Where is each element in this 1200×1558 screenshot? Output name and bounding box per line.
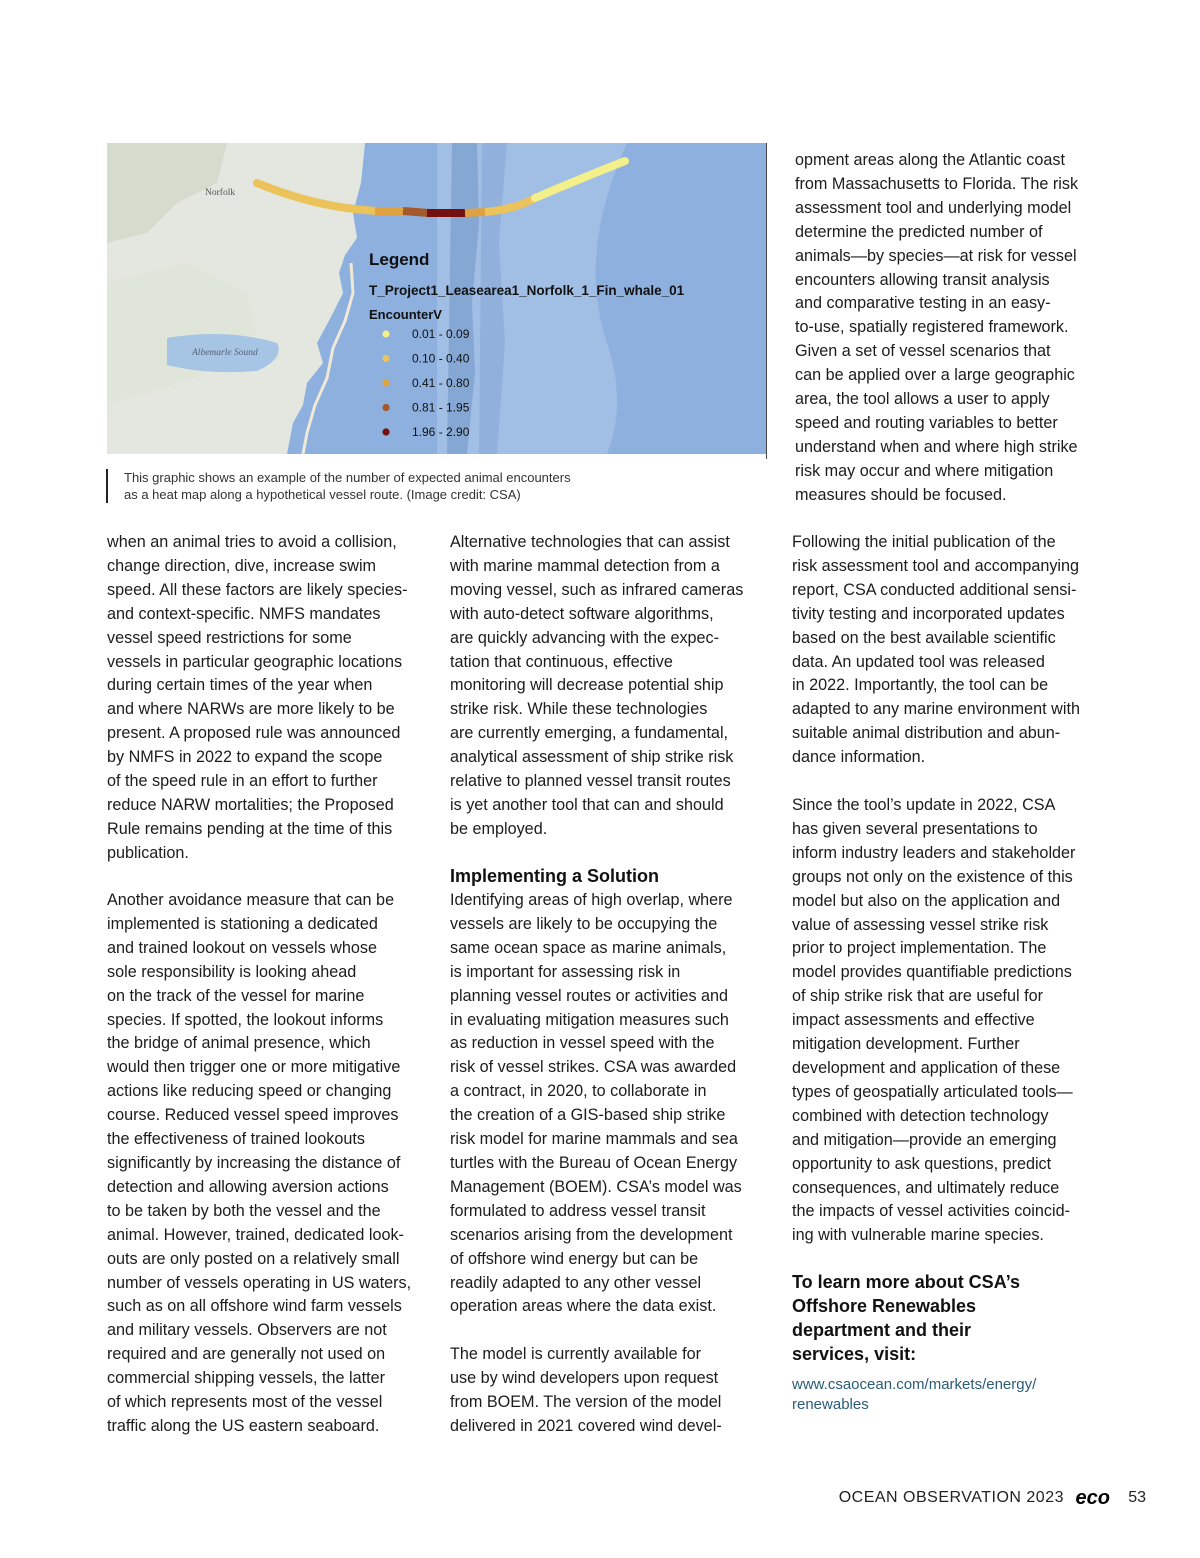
legend-field-name: EncounterV — [369, 307, 442, 322]
text-line: commercial shipping vessels, the latter — [107, 1369, 386, 1388]
text-line: types of geospatially articulated tools— — [792, 1082, 1073, 1101]
text-line: and where NARWs are more likely to be — [107, 700, 395, 719]
text-line: tivity testing and incorporated updates — [792, 604, 1065, 623]
text-line: tation that continuous, effective — [450, 652, 673, 671]
legend-class-label: 0.01 - 0.09 — [412, 327, 470, 341]
text-line: the effectiveness of trained lookouts — [107, 1130, 365, 1149]
legend-layer-name: T_Project1_Leasearea1_Norfolk_1_Fin_whale_01 — [369, 283, 685, 298]
legend-swatch — [382, 379, 389, 386]
text-line: consequences, and ultimately reduce — [792, 1178, 1060, 1197]
text-line: dance information. — [792, 748, 926, 767]
text-line: a contract, in 2020, to collaborate in — [450, 1082, 707, 1101]
cta-line: To learn more about CSA’s — [792, 1272, 1021, 1292]
text-line: is important for assessing risk in — [450, 962, 681, 981]
text-line: reduce NARW mortalities; the Proposed — [107, 795, 394, 814]
text-line: of which represents most of the vessel — [107, 1393, 383, 1412]
text-line: from BOEM. The version of the model — [450, 1392, 722, 1411]
text-line: when an animal tries to avoid a collision, — [107, 533, 397, 551]
legend-class-label: 1.96 - 2.90 — [412, 425, 470, 439]
text-line: risk assessment tool and accompanying — [792, 556, 1080, 575]
link-line[interactable]: renewables — [792, 1396, 869, 1413]
caption-line: This graphic shows an example of the number of expected animal encounters — [124, 470, 571, 485]
text-line: would then trigger one or more mitigative — [107, 1058, 401, 1077]
text-line: Management (BOEM). CSA’s model was — [450, 1177, 742, 1196]
text-line: with auto-detect software algorithms, — [450, 604, 714, 623]
figure-caption — [106, 469, 684, 503]
text-line: on the track of the vessel for marine — [107, 986, 365, 1005]
text-line: ing with vulnerable marine species. — [792, 1226, 1044, 1245]
text-line: assessment tool and underlying model — [795, 198, 1072, 217]
text-line: sole responsibility is looking ahead — [107, 962, 357, 981]
text-line: use by wind developers upon request — [450, 1368, 719, 1387]
text-line: has given several presentations to — [792, 819, 1038, 838]
text-line: turtles with the Bureau of Ocean Energy — [450, 1153, 738, 1172]
text-line: Since the tool’s update in 2022, CSA — [792, 796, 1056, 814]
text-line: mitigation development. Further — [792, 1035, 1020, 1054]
text-line: strike risk. While these technologies — [450, 700, 708, 719]
text-line: be employed. — [450, 819, 548, 838]
text-line: animal. However, trained, dedicated look- — [107, 1225, 404, 1244]
text-line: number of vessels operating in US waters, — [107, 1273, 412, 1292]
text-line: vessels in particular geographic locations — [107, 652, 403, 671]
text-line: with marine mammal detection from a — [450, 556, 720, 575]
text-line: data. An updated tool was released — [792, 652, 1045, 671]
text-line: risk may occur and where mitigation — [795, 461, 1054, 480]
text-line: model provides quantifiable predictions — [792, 963, 1072, 982]
col3-paragraph-2 — [792, 794, 1075, 1248]
legend-swatch — [382, 404, 389, 411]
section-heading: Implementing a Solution — [450, 866, 660, 886]
text-line: traffic along the US eastern seaboard. — [107, 1416, 380, 1435]
publication-title: OCEAN OBSERVATION 2023 — [838, 1489, 1064, 1506]
text-line: impact assessments and effective — [792, 1011, 1035, 1030]
text-line: moving vessel, such as infrared cameras — [450, 580, 744, 599]
text-line: during certain times of the year when — [107, 676, 373, 695]
text-line: area, the tool allows a user to apply — [795, 390, 1050, 409]
text-line: combined with detection technology — [792, 1106, 1049, 1125]
text-line: report, CSA conducted additional sensi- — [792, 580, 1077, 599]
text-line: and trained lookout on vessels whose — [107, 938, 377, 957]
text-line: prior to project implementation. The — [792, 939, 1047, 958]
text-line: Alternative technologies that can assist — [450, 533, 730, 551]
route-segment-high — [403, 211, 429, 213]
text-line: is yet another tool that can and should — [450, 795, 724, 814]
text-line: significantly by increasing the distance of — [107, 1153, 401, 1172]
col1-paragraph-1 — [107, 531, 408, 866]
text-line: model but also on the application and — [792, 891, 1061, 910]
text-line: are quickly advancing with the expec- — [450, 628, 720, 647]
text-line: delivered in 2021 covered wind devel- — [450, 1416, 722, 1435]
text-line: of ship strike risk that are useful for — [792, 987, 1044, 1006]
text-line: based on the best available scientific — [792, 628, 1056, 647]
text-line: analytical assessment of ship strike risk — [450, 748, 734, 767]
text-line: publication. — [107, 843, 189, 862]
text-line: in evaluating mitigation measures such — [450, 1010, 729, 1029]
col2-paragraph-3 — [450, 1343, 722, 1439]
text-line: and military vessels. Observers are not — [107, 1321, 387, 1340]
text-line: inform industry leaders and stakeholder — [792, 843, 1076, 862]
route-segment-mid-2 — [465, 212, 487, 213]
text-line: and context-specific. NMFS mandates — [107, 604, 381, 623]
map-figure — [107, 143, 766, 454]
text-line: outs are only posted on a relatively small — [107, 1249, 400, 1268]
col2-paragraph-2 — [450, 889, 742, 1319]
text-line: the impacts of vessel activities coincid- — [792, 1202, 1070, 1221]
link-line[interactable]: www.csaocean.com/markets/energy/ — [792, 1376, 1037, 1393]
text-line: adapted to any marine environment with — [792, 700, 1080, 719]
text-line: change direction, dive, increase swim — [107, 556, 377, 575]
col3-paragraph-1 — [792, 531, 1080, 770]
text-line: speed. All these factors are likely species- — [107, 580, 408, 599]
text-line: such as on all offshore wind farm vessels — [107, 1297, 402, 1316]
col1-paragraph-2 — [107, 889, 411, 1439]
legend-swatch — [382, 355, 389, 362]
eco-logo: eco — [1075, 1487, 1110, 1509]
page-number: 53 — [1128, 1489, 1146, 1506]
text-line: planning vessel routes or activities and — [450, 986, 729, 1005]
text-line: Given a set of vessel scenarios that — [795, 342, 1051, 361]
legend-class-label: 0.41 - 0.80 — [412, 376, 470, 390]
text-line: by NMFS in 2022 to expand the scope — [107, 748, 383, 767]
text-line: the creation of a GIS-based ship strike — [450, 1106, 726, 1125]
text-line: to-use, spatially registered framework. — [795, 318, 1069, 337]
text-line: Identifying areas of high overlap, where — [450, 891, 733, 909]
text-line: implemented is stationing a dedicated — [107, 914, 378, 933]
text-line: to be taken by both the vessel and the — [107, 1201, 381, 1220]
text-line: and comparative testing in an easy- — [795, 294, 1051, 313]
text-line: measures should be focused. — [795, 485, 1007, 504]
text-line: relative to planned vessel transit routes — [450, 772, 731, 791]
text-line: opment areas along the Atlantic coast — [795, 151, 1065, 169]
map-graphic — [107, 143, 766, 454]
text-line: in 2022. Importantly, the tool can be — [792, 676, 1049, 695]
legend-class-label: 0.10 - 0.40 — [412, 351, 470, 366]
text-line: are currently emerging, a fundamental, — [450, 724, 729, 743]
map-label-albemarle-sound: Albemarle Sound — [192, 348, 258, 358]
text-line: and mitigation—provide an emerging — [792, 1130, 1057, 1149]
text-line: of the speed rule in an effort to further — [107, 772, 378, 791]
legend-swatch — [382, 330, 389, 337]
map-label-norfolk: Norfolk — [205, 188, 236, 198]
legend-swatch — [382, 428, 389, 435]
text-line: vessels are likely to be occupying the — [450, 914, 718, 933]
text-line: present. A proposed rule was announced — [107, 724, 401, 743]
cta-line: services, visit: — [792, 1344, 917, 1364]
text-line: groups not only on the existence of this — [792, 867, 1073, 886]
text-line: The model is currently available for — [450, 1345, 702, 1363]
cta-heading — [792, 1270, 1020, 1366]
text-line: determine the predicted number of — [795, 222, 1043, 241]
text-line: formulated to address vessel transit — [450, 1201, 706, 1220]
text-line: required and are generally not used on — [107, 1345, 386, 1364]
text-line: understand when and where high strike — [795, 437, 1078, 456]
text-line: readily adapted to any other vessel — [450, 1273, 702, 1292]
text-line: as reduction in vessel speed with the — [450, 1034, 715, 1053]
text-line: the bridge of animal presence, which — [107, 1034, 371, 1053]
text-line: actions like reducing speed or changing — [107, 1082, 392, 1101]
cta-line: department and their — [792, 1320, 972, 1340]
text-line: speed and routing variables to better — [795, 413, 1058, 432]
text-line: species. If spotted, the lookout informs — [107, 1010, 384, 1029]
text-line: operation areas where the data exist. — [450, 1297, 717, 1316]
text-line: vessel speed restrictions for some — [107, 628, 352, 647]
text-line: risk of vessel strikes. CSA was awarded — [450, 1058, 737, 1077]
legend-class-label: 0.81 - 1.95 — [412, 400, 470, 415]
text-line: monitoring will decrease potential ship — [450, 676, 724, 695]
text-line: opportunity to ask questions, predict — [792, 1154, 1052, 1173]
text-line: Following the initial publication of the — [792, 533, 1056, 551]
cta-line: Offshore Renewables — [792, 1296, 977, 1316]
text-line: can be applied over a large geographic — [795, 366, 1075, 385]
text-line: Rule remains pending at the time of this — [107, 819, 393, 838]
text-line: encounters allowing transit analysis — [795, 270, 1050, 289]
caption-line: as a heat map along a hypothetical vessel route. (Image credit: CSA) — [124, 487, 521, 502]
website-link[interactable] — [792, 1375, 1036, 1415]
text-line: same ocean space as marine animals, — [450, 938, 727, 957]
page-footer — [800, 1487, 1146, 1511]
text-line: of offshore wind energy but can be — [450, 1249, 699, 1268]
text-line: animals—by species—at risk for vessel — [795, 246, 1077, 265]
text-line: scenarios arising from the development — [450, 1225, 733, 1244]
text-line: development and application of these — [792, 1058, 1061, 1077]
text-line: course. Reduced vessel speed improves — [107, 1106, 399, 1125]
text-line: value of assessing vessel strike risk — [792, 915, 1049, 934]
text-line: Another avoidance measure that can be — [107, 891, 395, 909]
column-rule — [766, 143, 767, 459]
col3-top-paragraph — [795, 149, 1078, 508]
text-line: from Massachusetts to Florida. The risk — [795, 174, 1079, 193]
legend-title: Legend — [369, 250, 430, 269]
text-line: detection and allowing aversion actions — [107, 1177, 389, 1196]
text-line: suitable animal distribution and abun- — [792, 724, 1061, 743]
col2-paragraph-1 — [450, 531, 743, 842]
text-line: risk model for marine mammals and sea — [450, 1130, 738, 1149]
